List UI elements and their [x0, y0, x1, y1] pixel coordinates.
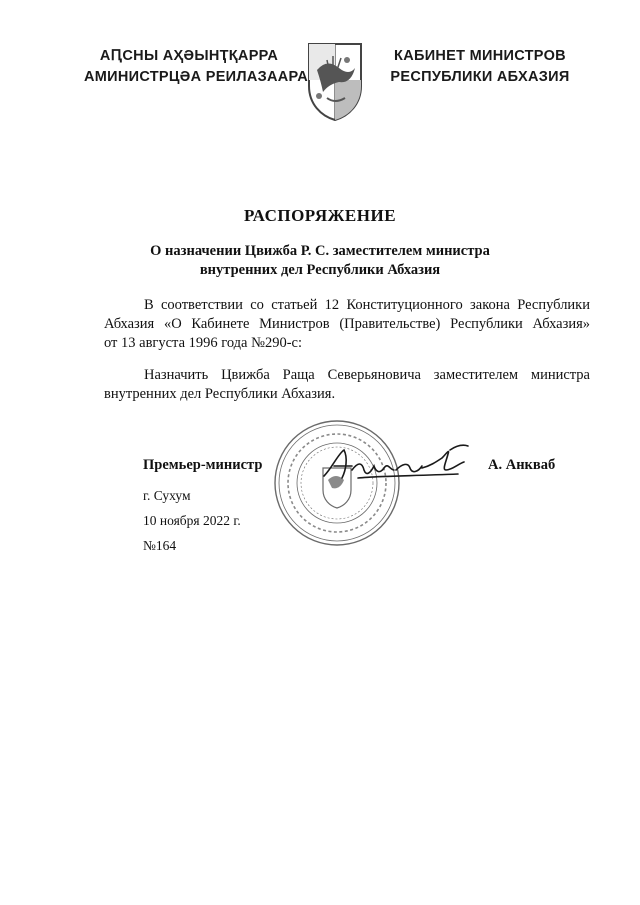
document-title: РАСПОРЯЖЕНИЕ	[243, 206, 397, 225]
paragraph-order	[104, 366, 590, 404]
header-left	[84, 46, 309, 88]
header-right-line1: КАБИНЕТ МИНИСТРОВ	[394, 48, 566, 64]
paragraph-basis	[104, 296, 590, 353]
signatory-name: А. Анкваб	[488, 457, 556, 473]
header-left-line2: АМИНИСТРЦӘА РЕИЛАЗААРА	[84, 69, 309, 85]
state-emblem-icon	[305, 40, 365, 122]
header-right-line2: РЕСПУБЛИКИ АБХАЗИЯ	[390, 69, 570, 85]
paragraph-basis-line3: от 13 августа 1996 года №290-с:	[104, 335, 302, 351]
subject-line2: внутренних дел Республики Абхазия	[199, 262, 441, 278]
paragraph-order-line2: внутренних дел Республики Абхазия.	[104, 386, 336, 402]
document-place: г. Сухум	[143, 488, 191, 503]
paragraph-basis-line1: В соответствии со статьей 12 Конституционного закона Республики	[144, 297, 590, 313]
document-date: 10 ноября 2022 г.	[143, 513, 241, 528]
signatory-position: Премьер-министр	[143, 457, 263, 473]
document-subject	[0, 242, 640, 280]
paragraph-basis-line2: Абхазия «О Кабинете Министров (Правительстве) Республики Абхазия»	[104, 316, 590, 332]
document-number: №164	[143, 538, 177, 553]
header-left-line1: АԤСНЫ АҲӘЫНҬҚАРРА	[99, 48, 279, 64]
paragraph-order-line1: Назначить Цвижба Раща Северьяновича заместителем министра	[144, 367, 590, 383]
handwritten-signature	[318, 440, 478, 490]
header-right	[380, 46, 580, 88]
subject-line1: О назначении Цвижба Р. С. заместителем министра	[150, 243, 490, 259]
